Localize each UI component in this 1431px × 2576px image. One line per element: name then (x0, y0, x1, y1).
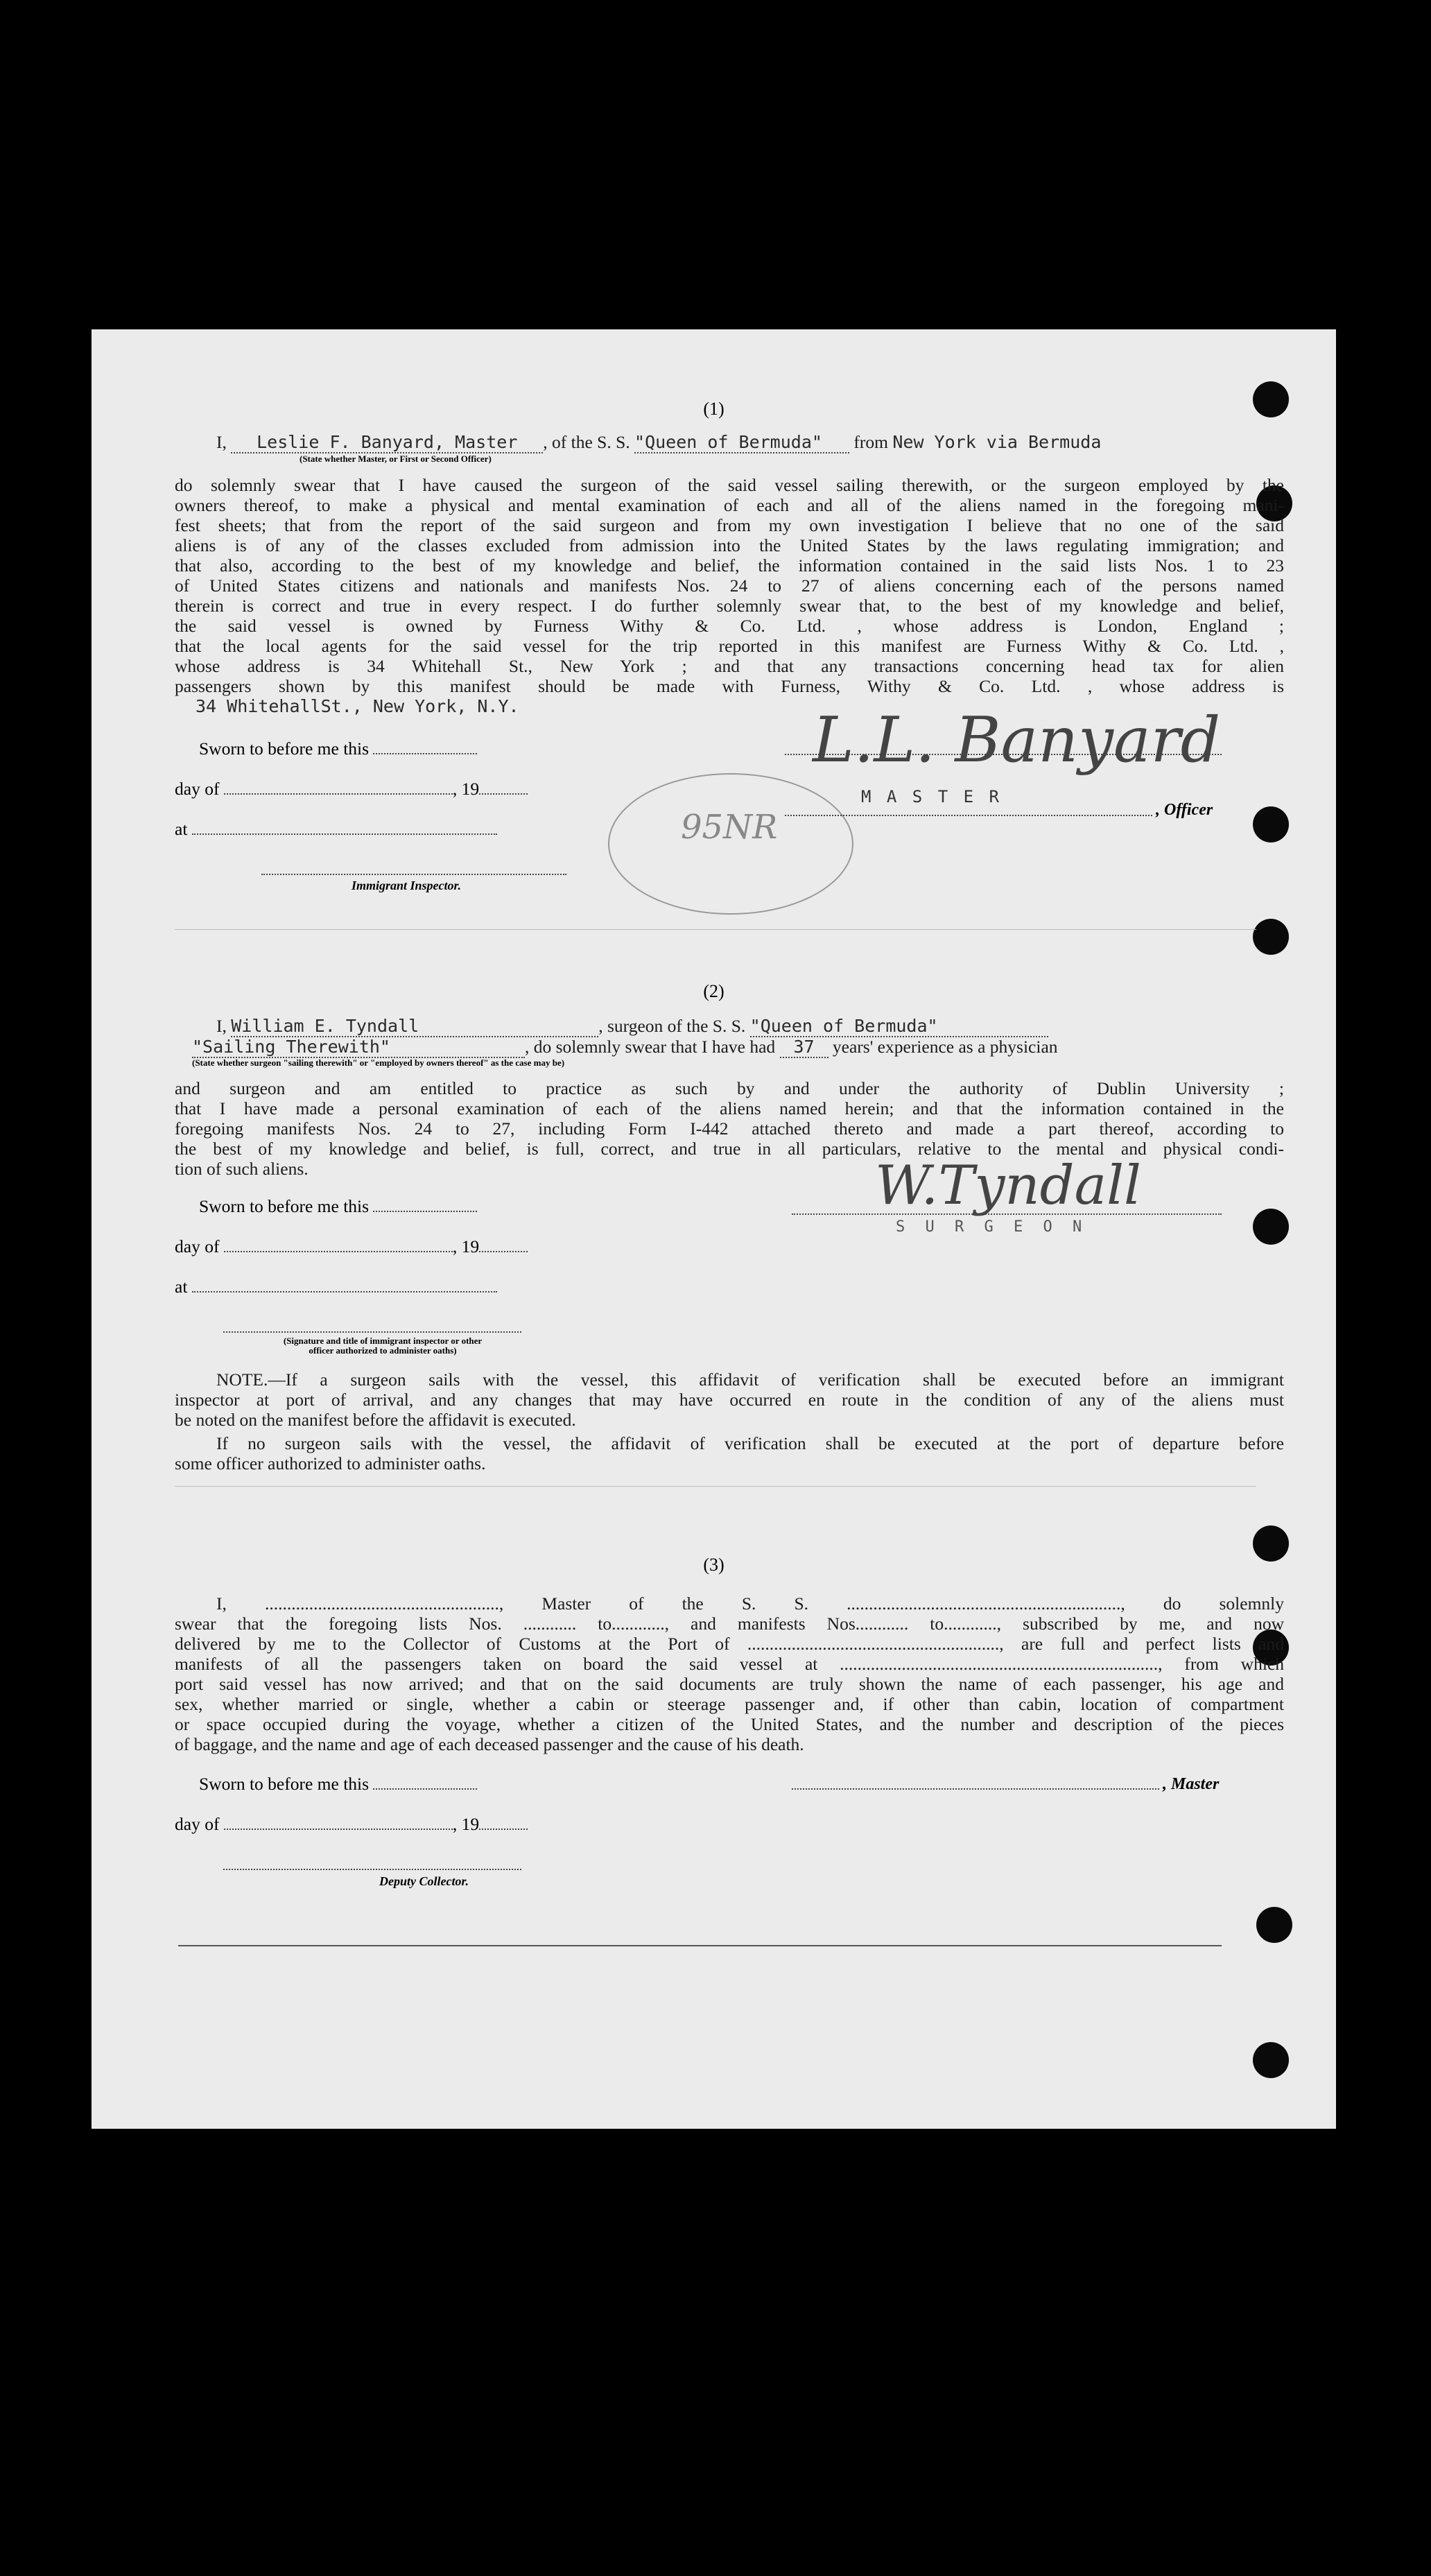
punch-hole (1253, 1209, 1289, 1245)
body-line: of United States citizens and nationals and manifests Nos. 24 to 27 of aliens concerning each of the persons named (175, 576, 1284, 596)
master-title: M A S T E R (861, 787, 1002, 806)
body-line: and surgeon and am entitled to practice as such by and under the authority of Dublin University ; (175, 1078, 1284, 1098)
body-line: that I have made a personal examination of each of the aliens named herein; and that the information contained in the (175, 1098, 1284, 1118)
body-line: foregoing manifests Nos. 24 to 27, including Form I-442 attached thereto and made a part thereof, according to (175, 1118, 1284, 1139)
body-line: the best of my knowledge and belief, is full, correct, and true in all particulars, relative to the mental and physical condi- (175, 1139, 1284, 1159)
body-line: owners thereof, to make a physical and mental examination of each and all of the aliens named in the foregoing mani- (175, 495, 1284, 515)
deputy-label: Deputy Collector. (379, 1874, 469, 1888)
body-line: port said vessel has now arrived; and that on the said documents are truly shown the name of each passenger, his age and (175, 1674, 1284, 1694)
surgeon-of-ss: , surgeon of the S. S. (598, 1016, 746, 1036)
sworn-label: Sworn to before me this (199, 738, 477, 759)
body-line: the said vessel is owned by Furness Withy & Co. Ltd. , whose address is London, England ; (175, 616, 1284, 636)
body-line: or space occupied during the voyage, whether a citizen of the United States, and the number and description of the pieces (175, 1714, 1284, 1734)
stamp-text: 95NR (681, 808, 778, 847)
surgeon-signature: W.Tyndall (875, 1155, 1141, 1217)
surgeon-status: "Sailing Therewith" (192, 1037, 525, 1058)
punch-hole (1253, 919, 1289, 955)
surgeon-title: S U R G E O N (896, 1218, 1088, 1236)
note-line: some officer authorized to administer oaths. (175, 1453, 486, 1473)
body-line: tion of such aliens. (175, 1159, 309, 1179)
surgeon-oath-line (216, 1016, 1326, 1037)
body-line: delivered by me to the Collector of Customs at the Port of ........................................................., are full and perfect lists and (175, 1634, 1284, 1654)
section-number: (3) (703, 1555, 725, 1575)
surgeon-name: William E. Tyndall (231, 1016, 598, 1037)
day-of-label: day of , 19 (175, 1236, 528, 1257)
day-of-label: day of , 19 (175, 1814, 528, 1835)
sworn-label: Sworn to before me this (199, 1774, 477, 1795)
surgeon-note: (State whether surgeon "sailing therewith" or "employed by owners thereof" as the case may be) (192, 1057, 565, 1068)
ship-name: "Queen of Bermuda" (634, 432, 849, 453)
body-line: sex, whether married or single, whether a cabin or steerage passenger and, if other than cabin, location of compartment (175, 1694, 1284, 1714)
sig-note: (Signature and title of immigrant inspector or other officer authorized to administer oaths) (283, 1335, 483, 1356)
officer-label: , Officer (1156, 801, 1213, 819)
body-line: whose address is 34 Whitehall St., New York ; and that any transactions concerning head tax for alien (175, 656, 1284, 676)
note-line: inspector at port of arrival, and any changes that may have occurred en route in the condition of any of the aliens must (175, 1390, 1284, 1410)
body-line: aliens is of any of the classes excluded from admission into the United States by the laws regulating immigration; and (175, 535, 1284, 555)
body-line: do solemnly swear that I have caused the surgeon of the said vessel sailing therewith, or the surgeon employed by the (175, 475, 1284, 495)
body-line: therein is correct and true in every respect. I do further solemnly swear that, to the best of my knowledge and belief, (175, 596, 1284, 616)
master-signature: L.L. Banyard (813, 704, 1221, 777)
section-number: (2) (703, 981, 725, 1001)
inspector-label: Immigrant Inspector. (352, 879, 462, 892)
master-name: Leslie F. Banyard, Master (231, 432, 543, 453)
of-ss-label: , of the S. S. (543, 432, 630, 452)
officer-note: (State whether Master, or First or Second Officer) (300, 453, 492, 464)
master-label: , Master (1163, 1775, 1220, 1793)
at-label: at (175, 1277, 497, 1297)
pronoun: I, (216, 432, 227, 452)
agent-address: 34 WhitehallSt., New York, N.Y. (196, 696, 519, 716)
body-line: fest sheets; that from the report of the said surgeon and from my own investigation I believe that no one of the said (175, 515, 1284, 535)
note-line: be noted on the manifest before the affidavit is executed. (175, 1410, 576, 1430)
body-line: swear that the foregoing lists Nos. ............ to............, and manifests Nos............ to............, subscribed by me, and now (175, 1614, 1284, 1634)
surgeon-status-line (192, 1037, 1301, 1058)
from-label: from (853, 432, 888, 452)
departure-port: New York via Bermuda (892, 432, 1102, 452)
master-oath-line (216, 432, 1326, 453)
oath-text: , do solemnly swear that I have had (525, 1037, 776, 1057)
body-line: passengers shown by this manifest should be made with Furness, Withy & Co. Ltd. , whose address is (175, 676, 1284, 696)
punch-hole (1256, 1907, 1292, 1943)
body-line: that the local agents for the said vessel for the trip reported in this manifest are Furness Withy & Co. Ltd. , (175, 636, 1284, 656)
punch-hole (1253, 806, 1289, 842)
pronoun: I, (216, 1016, 227, 1036)
body-line: of baggage, and the name and age of each deceased passenger and the cause of his death. (175, 1734, 804, 1754)
body-line: I, ....................................................., Master of the S. S. .............................................................., do solemnly (216, 1593, 1284, 1614)
section-number: (1) (703, 399, 725, 419)
ship-name: "Queen of Bermuda" (750, 1016, 1048, 1037)
body-line: that also, according to the best of my knowledge and belief, the information contained in the said lists Nos. 1 to 23 (175, 555, 1284, 576)
note-line: NOTE.—If a surgeon sails with the vessel, this affidavit of verification shall be executed before an immigrant (216, 1369, 1284, 1390)
day-of-label: day of , 19 (175, 779, 528, 799)
manifest-page (92, 329, 1336, 2129)
oath-text: years' experience as a physician (832, 1037, 1058, 1057)
body-line: manifests of all the passengers taken on board the said vessel at ........................................................................, from which (175, 1654, 1284, 1674)
at-label: at (175, 819, 497, 840)
years-experience: 37 (780, 1037, 829, 1058)
note-line: If no surgeon sails with the vessel, the affidavit of verification shall be executed at the port of departure before (216, 1433, 1284, 1453)
punch-hole (1253, 2042, 1289, 2078)
bottom-rule (178, 1945, 1222, 1946)
sworn-label: Sworn to before me this (199, 1196, 477, 1217)
